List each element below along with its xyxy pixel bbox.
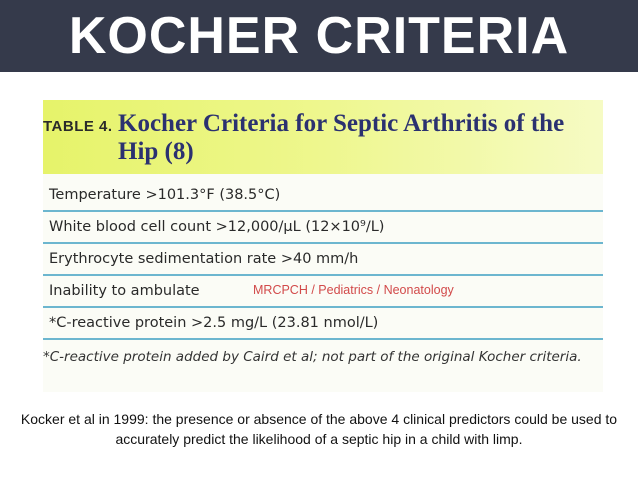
criteria-row	[43, 276, 603, 308]
criteria-list	[43, 180, 603, 340]
criteria-esr: Erythrocyte sedimentation rate >40 mm/h	[49, 251, 359, 267]
table-label: TABLE 4.	[43, 118, 113, 135]
table-title: Kocher Criteria for Septic Arthritis of the Hip (8)	[118, 110, 565, 165]
criteria-row	[43, 212, 603, 244]
criteria-row	[43, 244, 603, 276]
watermark-text: MRCPCH / Pediatrics / Neonatology	[253, 283, 454, 297]
criteria-row	[43, 180, 603, 212]
criteria-ambulate: Inability to ambulate	[49, 283, 200, 299]
criteria-crp: *C-reactive protein >2.5 mg/L (23.81 nmol/L)	[49, 315, 379, 331]
slide-caption: Kocker et al in 1999: the presence or absence of the above 4 clinical predictors could be used to accurately predict the likelihood of a septic hip in a child with limp.	[20, 411, 618, 447]
slide-title: KOCHER CRITERIA	[68, 7, 570, 65]
kocher-table-image	[43, 100, 603, 392]
table-footnote: *C-reactive protein added by Caird et al; not part of the original Kocher criteria.	[43, 349, 582, 365]
criteria-temperature: Temperature >101.3°F (38.5°C)	[49, 187, 281, 203]
table-header	[43, 100, 603, 174]
criteria-wbc: White blood cell count >12,000/μL (12×10⁹/L)	[49, 219, 385, 235]
title-bar	[0, 0, 638, 72]
criteria-row	[43, 308, 603, 340]
